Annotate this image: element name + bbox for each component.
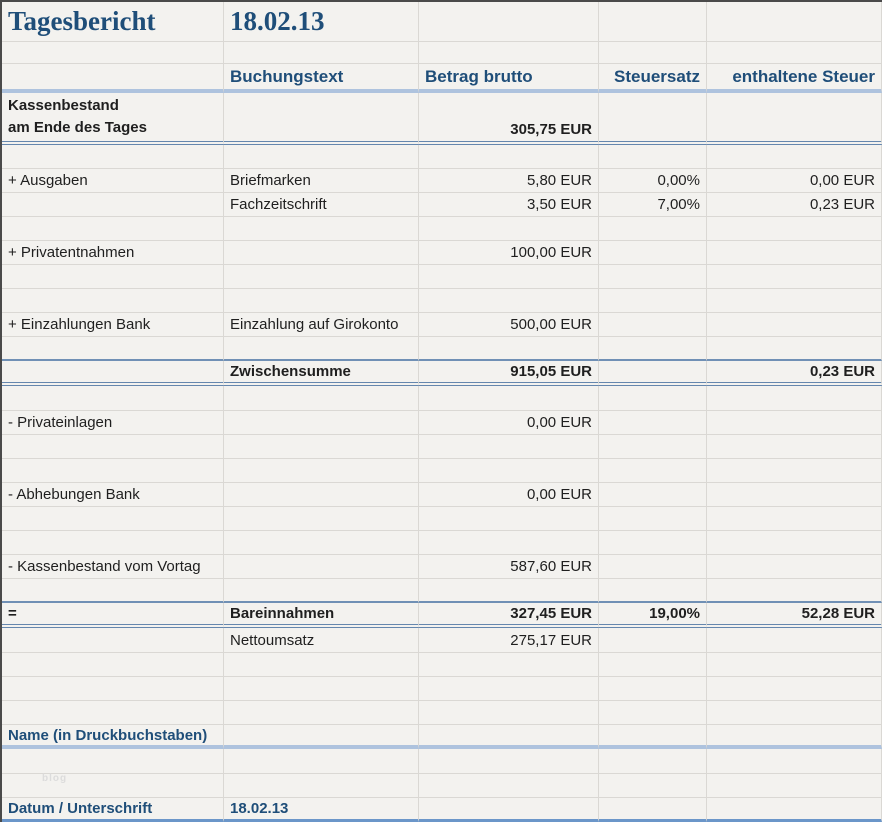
- cell-empty: [419, 507, 599, 531]
- datum-label: Datum / Unterschrift: [2, 798, 224, 822]
- cell-empty: [599, 217, 707, 241]
- cell-empty: [707, 677, 882, 701]
- cell-empty: [419, 798, 599, 822]
- row-einzahlungen-bank: [2, 313, 882, 337]
- cell-empty: [599, 677, 707, 701]
- cell-empty: [224, 435, 419, 459]
- cell-empty: [599, 145, 707, 169]
- cell-empty: [224, 774, 419, 798]
- cell-empty: [224, 507, 419, 531]
- row-ausgaben-briefmarken: [2, 169, 882, 193]
- steuersatz-value: 7,00%: [599, 193, 707, 217]
- cell-empty: [707, 483, 882, 507]
- cell-empty: [707, 435, 882, 459]
- cell-empty: [419, 774, 599, 798]
- betrag-value: 5,80 EUR: [419, 169, 599, 193]
- report-date: 18.02.13: [224, 2, 419, 42]
- cell-empty: [419, 435, 599, 459]
- cell-empty: [224, 265, 419, 289]
- cell-empty: [599, 555, 707, 579]
- watermark-text: blog: [42, 773, 68, 784]
- cell-empty: [224, 459, 419, 483]
- col-header-buchungstext: Buchungstext: [224, 64, 419, 93]
- cell-empty: [707, 507, 882, 531]
- kassenbestand-label-line2: am Ende des Tages: [8, 119, 147, 136]
- ausgaben-label: + Ausgaben: [2, 169, 224, 193]
- cell-empty: [599, 386, 707, 411]
- cell-empty: [707, 411, 882, 435]
- cell-empty: [224, 555, 419, 579]
- cell-empty: [419, 42, 599, 64]
- zwischensumme-label: Zwischensumme: [224, 361, 419, 386]
- cell-empty: [2, 628, 224, 653]
- cell-empty: [707, 459, 882, 483]
- cell-empty: [224, 289, 419, 313]
- row-privatentnahmen: [2, 241, 882, 265]
- row-kassenbestand-vortag: [2, 555, 882, 579]
- cell-empty: [419, 217, 599, 241]
- datum-value: 18.02.13: [224, 798, 419, 822]
- cell-empty: [419, 725, 599, 749]
- spacer-row: [2, 289, 882, 313]
- spacer-row: [2, 386, 882, 411]
- cell-empty: [224, 411, 419, 435]
- privateinlagen-label: - Privateinlagen: [2, 411, 224, 435]
- equals-sign: =: [2, 603, 224, 628]
- cell-empty: [2, 361, 224, 386]
- cell-empty: [224, 145, 419, 169]
- row-bareinnahmen: [2, 603, 882, 628]
- cell-empty: [599, 701, 707, 725]
- cell-empty: [599, 531, 707, 555]
- betrag-value: 500,00 EUR: [419, 313, 599, 337]
- bareinnahmen-steuersatz: 19,00%: [599, 603, 707, 628]
- row-privateinlagen: [2, 411, 882, 435]
- cell-empty: [599, 361, 707, 386]
- cell-empty: [599, 798, 707, 822]
- cell-empty: [707, 774, 882, 798]
- spacer-row: [2, 774, 882, 798]
- cell-empty: [2, 507, 224, 531]
- cell-empty: [419, 701, 599, 725]
- bareinnahmen-label: Bareinnahmen: [224, 603, 419, 628]
- col-header-steuersatz: Steuersatz: [599, 64, 707, 93]
- cell-empty: [2, 459, 224, 483]
- betrag-value: 3,50 EUR: [419, 193, 599, 217]
- cell-empty: [2, 337, 224, 361]
- cell-empty: [419, 386, 599, 411]
- nettoumsatz-label: Nettoumsatz: [224, 628, 419, 653]
- cell-empty: [599, 579, 707, 603]
- cell-empty: [2, 217, 224, 241]
- spacer-row: [2, 579, 882, 603]
- cell-empty: [2, 193, 224, 217]
- kassenbestand-label: [2, 93, 224, 145]
- cell-empty: [599, 507, 707, 531]
- cell-empty: [707, 2, 882, 42]
- steuersatz-value: 0,00%: [599, 169, 707, 193]
- cell-empty: [2, 579, 224, 603]
- cell-empty: [707, 289, 882, 313]
- cell-empty: [224, 701, 419, 725]
- row-datum-unterschrift: [2, 798, 882, 822]
- cell-empty: [419, 653, 599, 677]
- cell-empty: [224, 531, 419, 555]
- cell-empty: [599, 411, 707, 435]
- cell-empty: [224, 386, 419, 411]
- spacer-row: [2, 701, 882, 725]
- spacer-row: [2, 337, 882, 361]
- cell-empty: [599, 749, 707, 774]
- cell-empty: [419, 579, 599, 603]
- cell-empty: [419, 459, 599, 483]
- row-kassenbestand: [2, 93, 882, 145]
- cell-empty: [2, 749, 224, 774]
- buchungstext-value: Einzahlung auf Girokonto: [224, 313, 419, 337]
- cell-empty: [224, 677, 419, 701]
- cell-empty: [599, 2, 707, 42]
- abhebungen-label: - Abhebungen Bank: [2, 483, 224, 507]
- betrag-value: 0,00 EUR: [419, 483, 599, 507]
- spacer-row: [2, 42, 882, 64]
- zwischensumme-betrag: 915,05 EUR: [419, 361, 599, 386]
- row-zwischensumme: [2, 361, 882, 386]
- spacer-row: [2, 459, 882, 483]
- cell-empty: [707, 579, 882, 603]
- cell-empty: [2, 42, 224, 64]
- col-header-betrag-brutto: Betrag brutto: [419, 64, 599, 93]
- col-header-enthaltene-steuer: enthaltene Steuer: [707, 64, 882, 93]
- title-row: [2, 2, 882, 42]
- bareinnahmen-betrag: 327,45 EUR: [419, 603, 599, 628]
- cell-empty: [707, 241, 882, 265]
- spacer-row: [2, 217, 882, 241]
- spacer-row: [2, 749, 882, 774]
- page-title: Tagesbericht: [2, 2, 224, 42]
- steuer-value: 0,00 EUR: [707, 169, 882, 193]
- cell-empty: [224, 217, 419, 241]
- cell-empty: [599, 313, 707, 337]
- cell-empty: [224, 749, 419, 774]
- cell-empty: [599, 774, 707, 798]
- steuer-value: 0,23 EUR: [707, 193, 882, 217]
- spacer-row: [2, 653, 882, 677]
- cell-empty: [224, 483, 419, 507]
- cell-empty: [2, 145, 224, 169]
- cell-empty: [2, 289, 224, 313]
- cell-empty: [2, 531, 224, 555]
- spacer-row: [2, 677, 882, 701]
- kassenbestand-label-line1: Kassenbestand: [8, 97, 119, 115]
- cell-empty: [707, 555, 882, 579]
- cell-empty: [599, 241, 707, 265]
- cell-empty: [599, 42, 707, 64]
- name-label: Name (in Druckbuchstaben): [2, 725, 224, 749]
- cell-empty: [707, 337, 882, 361]
- bareinnahmen-steuer: 52,28 EUR: [707, 603, 882, 628]
- betrag-value: 587,60 EUR: [419, 555, 599, 579]
- buchungstext-value: Fachzeitschrift: [224, 193, 419, 217]
- cell-empty: [224, 653, 419, 677]
- cell-empty: [224, 42, 419, 64]
- cell-empty: [707, 749, 882, 774]
- einzahlungen-label: + Einzahlungen Bank: [2, 313, 224, 337]
- cell-empty: [2, 386, 224, 411]
- cell-empty: [707, 725, 882, 749]
- header-row: [2, 64, 882, 93]
- cell-empty: [419, 145, 599, 169]
- buchungstext-value: Briefmarken: [224, 169, 419, 193]
- privatentnahmen-label: + Privatentnahmen: [2, 241, 224, 265]
- cell-empty: [599, 725, 707, 749]
- zwischensumme-steuer: 0,23 EUR: [707, 361, 882, 386]
- cell-empty: [2, 774, 224, 798]
- betrag-value: 100,00 EUR: [419, 241, 599, 265]
- row-ausgaben-fachzeitschrift: [2, 193, 882, 217]
- row-name: [2, 725, 882, 749]
- cell-empty: [599, 653, 707, 677]
- cell-empty: [707, 93, 882, 145]
- cell-empty: [599, 435, 707, 459]
- cell-empty: [707, 145, 882, 169]
- cell-empty: [599, 337, 707, 361]
- cell-empty: [2, 677, 224, 701]
- betrag-value: 0,00 EUR: [419, 411, 599, 435]
- cell-empty: [2, 701, 224, 725]
- cell-empty: [2, 64, 224, 93]
- cell-empty: [707, 531, 882, 555]
- cell-empty: [224, 337, 419, 361]
- cell-empty: [707, 42, 882, 64]
- spacer-row: [2, 507, 882, 531]
- cell-empty: [419, 289, 599, 313]
- cell-empty: [419, 677, 599, 701]
- row-abhebungen-bank: [2, 483, 882, 507]
- cell-empty: [2, 435, 224, 459]
- cell-empty: [224, 579, 419, 603]
- cell-empty: [419, 531, 599, 555]
- spacer-row: [2, 435, 882, 459]
- cell-empty: [419, 2, 599, 42]
- spacer-row: [2, 265, 882, 289]
- cell-empty: [224, 725, 419, 749]
- cell-empty: [599, 289, 707, 313]
- cell-empty: [419, 749, 599, 774]
- cell-empty: [599, 459, 707, 483]
- cell-empty: [707, 386, 882, 411]
- cell-empty: [707, 265, 882, 289]
- cell-empty: [707, 798, 882, 822]
- cell-empty: [224, 241, 419, 265]
- cell-empty: [707, 313, 882, 337]
- vortag-label: - Kassenbestand vom Vortag: [2, 555, 224, 579]
- row-nettoumsatz: [2, 628, 882, 653]
- cell-empty: [599, 265, 707, 289]
- cell-empty: [2, 653, 224, 677]
- spacer-row: [2, 145, 882, 169]
- nettoumsatz-betrag: 275,17 EUR: [419, 628, 599, 653]
- spacer-row: [2, 531, 882, 555]
- kassenbestand-betrag: 305,75 EUR: [419, 93, 599, 145]
- cell-empty: [599, 93, 707, 145]
- cell-empty: [707, 217, 882, 241]
- cell-empty: [2, 265, 224, 289]
- cell-empty: [224, 93, 419, 145]
- cell-empty: [419, 337, 599, 361]
- cell-empty: [707, 701, 882, 725]
- cell-empty: [599, 628, 707, 653]
- cell-empty: [707, 653, 882, 677]
- cell-empty: [419, 265, 599, 289]
- cell-empty: [707, 628, 882, 653]
- cell-empty: [599, 483, 707, 507]
